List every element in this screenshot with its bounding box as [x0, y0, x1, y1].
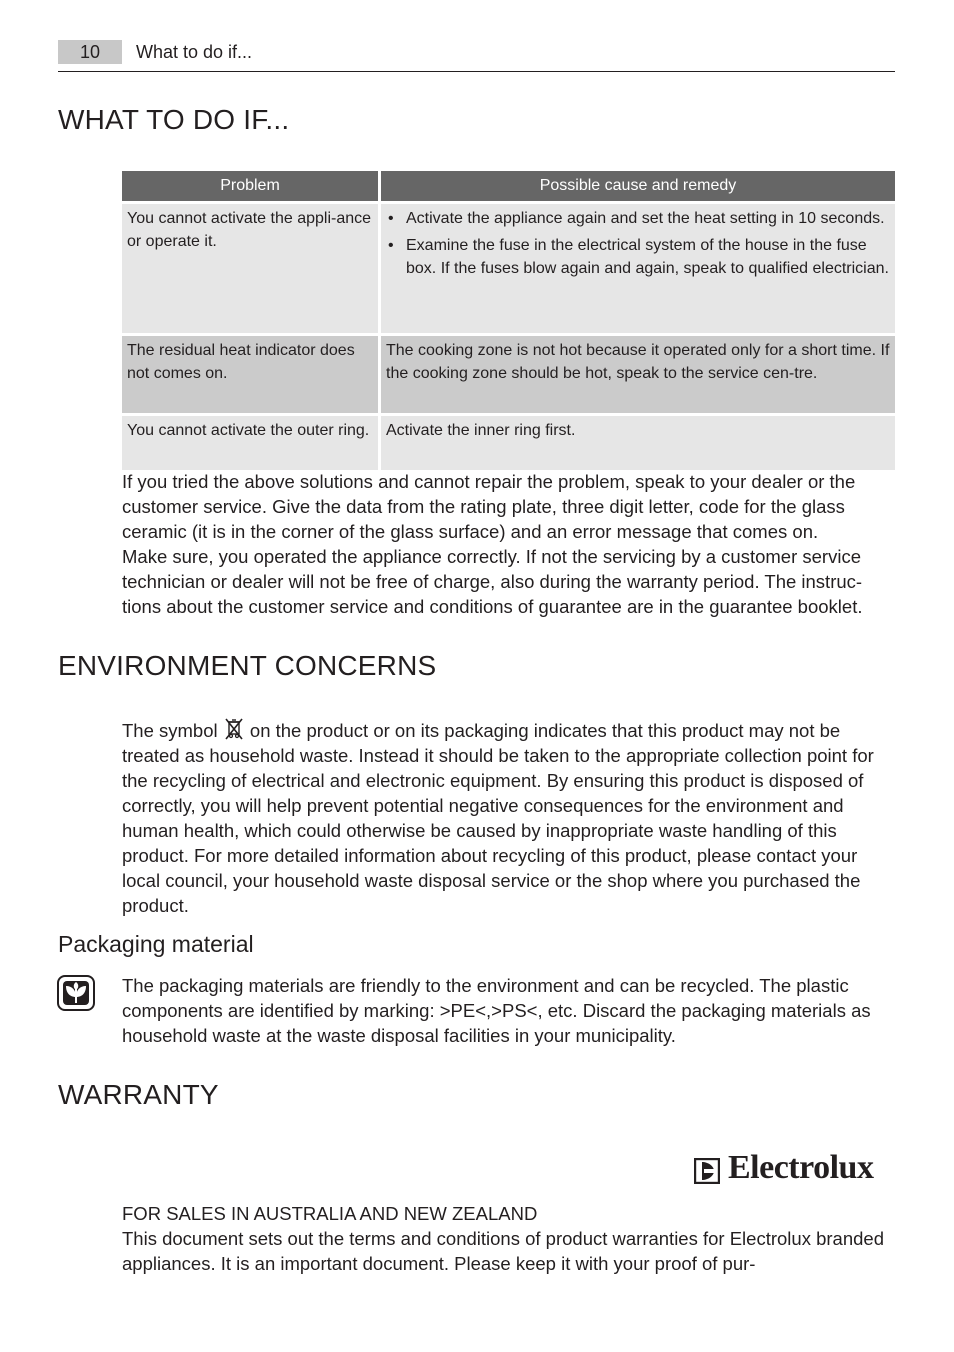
troubleshooting-paragraph-2: Make sure, you operated the appliance correctly. If not the servicing by a customer service technician or dealer will not be free of charge, also during the warranty period. The instruc-tions about the customer service and conditions of guarantee are in the guarantee booklet. [122, 546, 863, 617]
table-row [122, 204, 895, 333]
table-row [122, 416, 895, 470]
remedy-item: • Examine the fuse in the electrical system of the house in the fuse box. If the fuses blow again and again, speak to qualified electrician. [406, 234, 890, 280]
warranty-region: FOR SALES IN AUSTRALIA AND NEW ZEALAND [122, 1203, 538, 1224]
problem-cell: You cannot activate the appli-ance or operate it. [122, 204, 378, 333]
section-title-warranty: WARRANTY [58, 1079, 219, 1110]
crossed-out-wheelie-bin-icon [225, 718, 243, 740]
section-title-what-to-do: WHAT TO DO IF... [58, 104, 290, 135]
brand-name: Electrolux [728, 1149, 874, 1186]
table-row [122, 336, 895, 413]
page-header [58, 40, 895, 72]
running-head: What to do if... [136, 42, 253, 62]
electrolux-logo [694, 1149, 896, 1188]
page-number: 10 [58, 40, 122, 64]
remedy-cell [378, 204, 895, 333]
remedy-item: • Activate the appliance again and set the heat setting in 10 seconds. [406, 207, 890, 230]
troubleshooting-table [122, 168, 895, 473]
remedy-cell: The cooking zone is not hot because it operated only for a short time. If the cooking zone should be hot, speak to the service cen-tre. [378, 336, 895, 413]
packaging-paragraph: The packaging materials are friendly to the environment and can be recycled. The plastic components are identified by marking: >PE<,>PS<, etc. Discard the packaging materials as household waste at the waste disposal facilities in your municipality. [122, 975, 871, 1046]
problem-cell: You cannot activate the outer ring. [122, 416, 378, 470]
electrolux-logo-mark-icon [694, 1158, 720, 1184]
remedy-list [386, 207, 890, 280]
problem-cell: The residual heat indicator does not comes on. [122, 336, 378, 413]
subsection-title-packaging: Packaging material [58, 931, 254, 957]
environment-body: on the product or on its packaging indicates that this product may not be treated as household waste. Instead it should be taken to the appropriate collection point for the recycling of electrical and electronic equipment. By ensuring this product is disposed of correctly, you will help prevent potential negative consequences for the environment and human health, which could otherwise be caused by inappropriate waste handling of this product. For more detailed information about recycling of this product, please contact your local council, your household waste disposal service or the shop where you purchased the product. [122, 720, 874, 916]
environment-leaf-icon [57, 975, 95, 1011]
section-title-environment: ENVIRONMENT CONCERNS [58, 650, 437, 681]
troubleshooting-paragraph-1: If you tried the above solutions and cannot repair the problem, speak to your dealer or the customer service. Give the data from the rating plate, three digit letter, code for the glass ceramic (it is in the corner of the glass surface) and an error message that comes on. [122, 471, 856, 542]
remedy-cell: Activate the inner ring first. [378, 416, 895, 470]
environment-paragraph [122, 718, 897, 918]
table-header-remedy: Possible cause and remedy [378, 171, 895, 201]
table-header-row [122, 171, 895, 201]
table-header-problem: Problem [122, 171, 378, 201]
warranty-paragraph: This document sets out the terms and conditions of product warranties for Electrolux branded appliances. It is an important document. Please keep it with your proof of pur- [122, 1228, 884, 1274]
symbol-prefix: The symbol [122, 720, 218, 741]
